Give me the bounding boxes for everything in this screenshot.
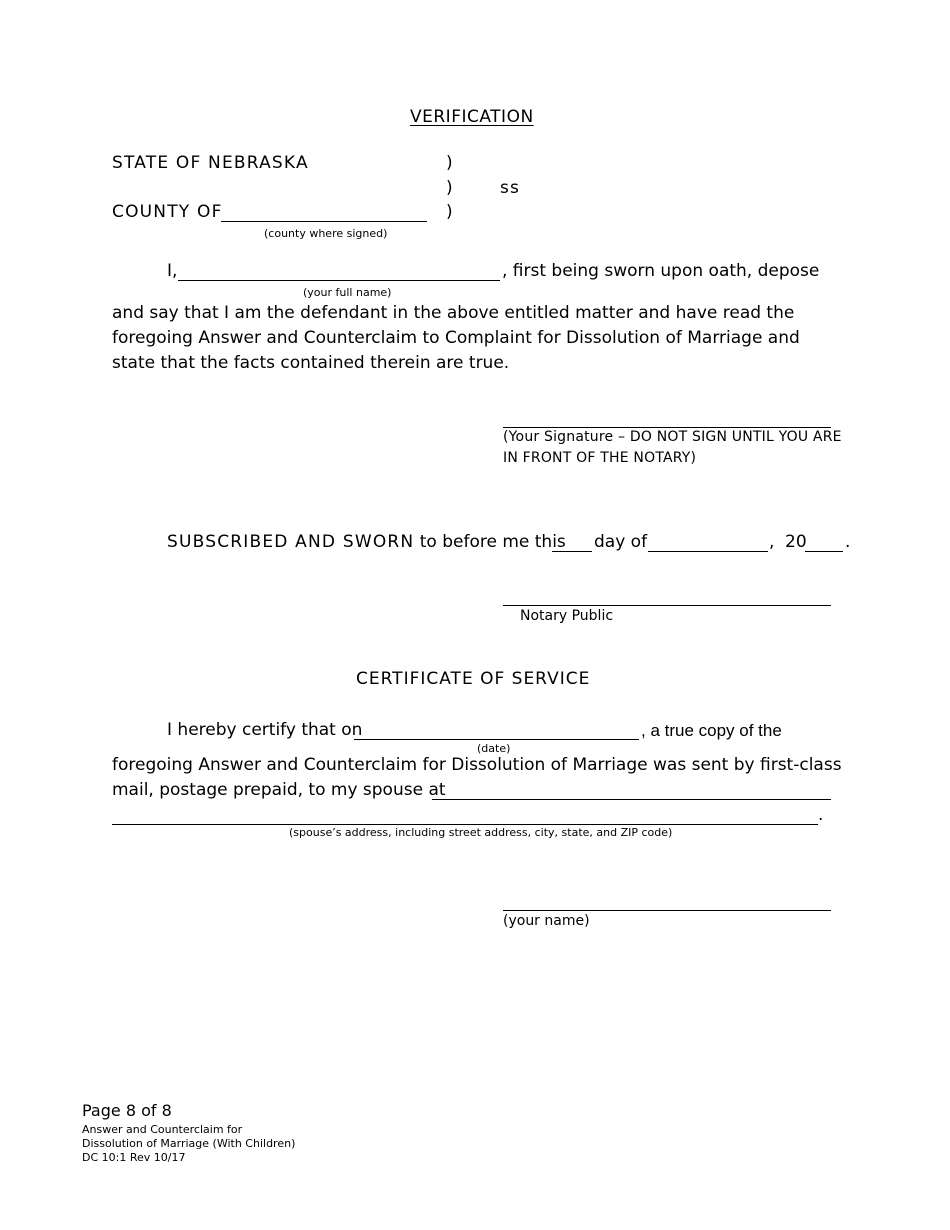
certificate-line-2: foregoing Answer and Counterclaim for Dissolution of Marriage was sent by first-class (112, 755, 842, 775)
certify-prefix: I hereby certify that on (167, 720, 363, 740)
caption-paren-3: ) (446, 202, 453, 222)
signature-field-line[interactable] (503, 427, 831, 428)
sworn-text: , first being sworn upon oath, depose (502, 261, 820, 281)
footer-form-line-2: Dissolution of Marriage (With Children) (82, 1137, 296, 1150)
year-prefix: 20 (785, 532, 807, 552)
before-me-text: to before me this (414, 532, 566, 552)
notary-comma: , (769, 532, 775, 552)
notary-sentence (167, 534, 566, 551)
footer-form-code: DC 10:1 Rev 10/17 (82, 1151, 186, 1164)
month-field-line[interactable] (648, 551, 768, 552)
verification-title: VERIFICATION (410, 107, 534, 127)
your-name-label: (your name) (503, 913, 590, 929)
certificate-title: CERTIFICATE OF SERVICE (356, 669, 591, 689)
subscribed-label: SUBSCRIBED AND SWORN (167, 532, 415, 552)
full-name-field-line[interactable] (178, 280, 500, 281)
ss-label: ss (500, 178, 521, 198)
date-field-line[interactable] (354, 739, 639, 740)
address-period: . (818, 805, 824, 825)
footer-form-line-1: Answer and Counterclaim for (82, 1123, 243, 1136)
state-label: STATE OF NEBRASKA (112, 153, 309, 173)
your-name-line[interactable] (503, 910, 831, 911)
day-field-line[interactable] (552, 551, 592, 552)
signature-hint-1: (Your Signature – DO NOT SIGN UNTIL YOU ARE (503, 429, 842, 445)
day-of-label: day of (594, 532, 648, 552)
notary-signature-line[interactable] (503, 605, 831, 606)
date-hint: (date) (477, 742, 511, 755)
year-field-line[interactable] (805, 551, 843, 552)
address-field-line-2[interactable] (112, 824, 818, 825)
address-hint: (spouse’s address, including street address, city, state, and ZIP code) (289, 826, 673, 839)
verification-paragraph: and say that I am the defendant in the above entitled matter and have read the foregoing Answer and Counterclaim to Complaint for Dissolution of Marriage and state that the facts contained therein are true. (112, 303, 800, 373)
certificate-line-3: mail, postage prepaid, to my spouse at (112, 780, 446, 800)
notary-period: . (845, 532, 851, 552)
full-name-hint: (your full name) (303, 286, 392, 299)
address-field-line-1[interactable] (432, 799, 831, 800)
i-prefix: I, (167, 261, 178, 281)
county-hint: (county where signed) (264, 227, 388, 240)
caption-paren-1: ) (446, 153, 453, 173)
county-label: COUNTY OF (112, 202, 223, 222)
true-copy-text: , a true copy of the (641, 721, 782, 740)
notary-public-label: Notary Public (520, 608, 614, 624)
caption-paren-2: ) (446, 178, 453, 198)
page-number: Page 8 of 8 (82, 1101, 172, 1120)
signature-hint-2: IN FRONT OF THE NOTARY) (503, 450, 697, 466)
county-field-line[interactable] (221, 221, 427, 222)
